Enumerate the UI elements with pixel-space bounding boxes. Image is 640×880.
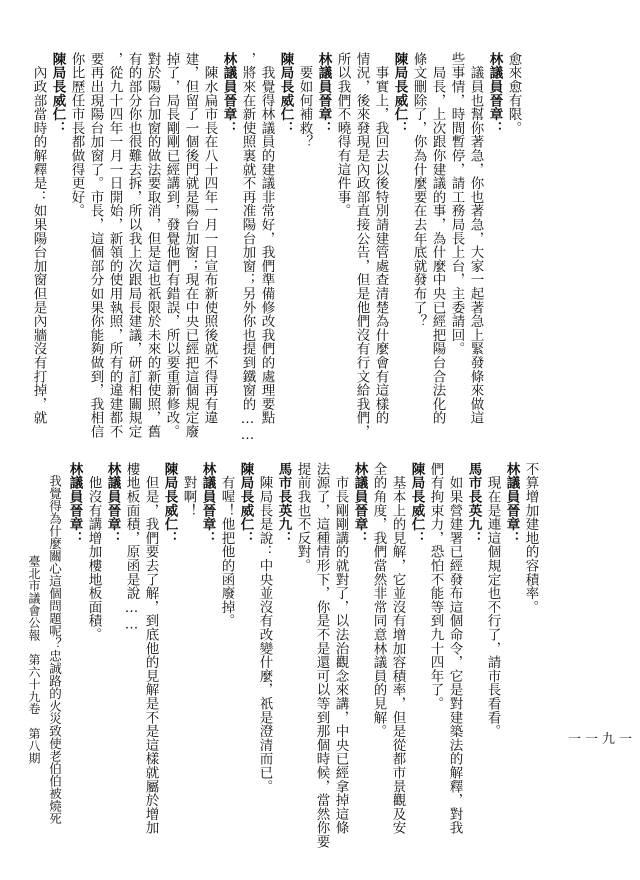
text-column: 全的角度，我們當然非常同意林議員的見解。 xyxy=(370,462,387,738)
speaker-label: 馬市長英九： xyxy=(465,462,482,545)
speaker-label: 陳局長威仁： xyxy=(391,52,408,135)
text-column: 局長，上次跟你建議的事，為什麼中央已經把陽台合法化的 xyxy=(429,52,446,425)
speaker-label: 林議員晉章： xyxy=(199,462,216,545)
text-column: 事實上，我回去以後特別請建管處查清楚為什麼會有這樣的 xyxy=(372,52,389,425)
text-column: 但是，我們要去了解，到底他的見解是不是這樣就屬於增加 xyxy=(142,462,159,835)
text-column: 如果營建署已經發布這個命令，它是對建築法的解釋，對我 xyxy=(446,462,463,835)
speaker-label: 陳局長威仁： xyxy=(161,462,178,545)
text-column: 提前我也不反對。 xyxy=(294,462,311,573)
text-column: ，從九十四年一月一日開始，新領的使用執照，所有的違建都不 xyxy=(106,52,123,439)
page-number: 一一九一 xyxy=(568,732,637,747)
text-column: 要如何補救？ xyxy=(296,52,313,149)
text-column: 掉了，局長剛剛已經講到，發覺他們有錯誤，所以要重新修改。 xyxy=(163,52,180,439)
running-header: 臺北市議會公報 第六十九卷 第八期 xyxy=(27,555,41,765)
text-column: 我覺得林議員的建議非常好，我們準備修改我們的處理要點 xyxy=(258,52,275,425)
speaker-label: 林議員晉章： xyxy=(220,52,237,135)
speaker-label: 林議員晉章： xyxy=(351,462,368,545)
text-column: 些事情，時間暫停，請工務局長上台，主委請回。 xyxy=(448,52,465,356)
text-column: 情況，後來發現是內政部直接公告，但是他們沒有行文給我們， xyxy=(353,52,370,439)
text-column: 陳局長是說：中央並沒有改變什麼，祇是澄清而已。 xyxy=(256,462,273,794)
text-column: 內政部當時的解釋是：如果陽台加窗但是內牆沒有打掉，就 xyxy=(30,52,47,425)
text-column: 對於陽台加窗的做法要取消，但是這也祇限於未來的新使照，舊 xyxy=(144,52,161,439)
text-column: 有喔！他把他的函廢掉。 xyxy=(218,462,235,628)
speaker-label: 陳局長威仁： xyxy=(237,462,254,545)
text-column: 現在是連這個規定也不行了，請市長看看。 xyxy=(484,462,501,738)
text-column: 市長剛剛講的就對了，以法治觀念來講，中央已經拿掉這條 xyxy=(332,462,349,835)
speaker-label: 陳局長威仁： xyxy=(408,462,425,545)
text-column: 法源了，這種情形下，你是不是還可以等到那個時候，當然你要 xyxy=(313,462,330,849)
text-column: 愈來愈有限。 xyxy=(505,52,522,135)
text-column: 所以我們不曉得有這件事。 xyxy=(334,52,351,218)
text-column: 我覺得為什麼關心這個問題呢？忠誠路的火災致使老伯伯被燒死 xyxy=(47,462,63,825)
speaker-label: 林議員晉章： xyxy=(486,52,503,135)
text-column: 們有拘束力，恐怕不能等到九十四年了。 xyxy=(427,462,444,711)
text-column: 有的部分你也很難去拆，所以我上次跟局長建議，研訂相關規定 xyxy=(125,52,142,439)
text-column: 建，但留了一個後門就是陽台加窗；現在中央已經把這個規定廢 xyxy=(182,52,199,439)
text-column: 他沒有講增加樓地板面積。 xyxy=(85,462,102,642)
speaker-label: 林議員晉章： xyxy=(315,52,332,135)
text-column: 對啊！ xyxy=(180,462,197,518)
text-column: 你比歷任市長都做得更好。 xyxy=(68,52,85,218)
speaker-label: 林議員晉章： xyxy=(503,462,520,545)
speaker-label: 林議員晉章： xyxy=(66,462,83,545)
text-column: 基本上的見解，它並沒有增加容積率，但是從都市景觀及安 xyxy=(389,462,406,835)
text-column: 議員也幫你著急，你也著急，大家一起著急上緊發條來做這 xyxy=(467,52,484,425)
text-column: 樓地板面積，原函是說…… xyxy=(123,462,140,633)
speaker-label: 馬市長英九： xyxy=(275,462,292,545)
speaker-label: 林議員晉章： xyxy=(104,462,121,545)
speaker-label: 陳局長威仁： xyxy=(277,52,294,135)
text-column: 不算增加建地的容積率。 xyxy=(522,462,539,614)
text-column: 條文刪除了，你為什麼要在去年底就發布了？ xyxy=(410,52,427,328)
text-column: 要再出現陽台加窗了。市長，這個部分如果你能夠做到，我相信 xyxy=(87,52,104,439)
text-column: ，將來在新使照裏就不再准陽台加窗；另外你也提到鐵窗的…… xyxy=(239,52,256,444)
speaker-label: 陳局長威仁： xyxy=(49,52,66,135)
text-column: 陳水扁市長在八十四年一月一日宣布新使照後就不得再有違 xyxy=(201,52,218,425)
